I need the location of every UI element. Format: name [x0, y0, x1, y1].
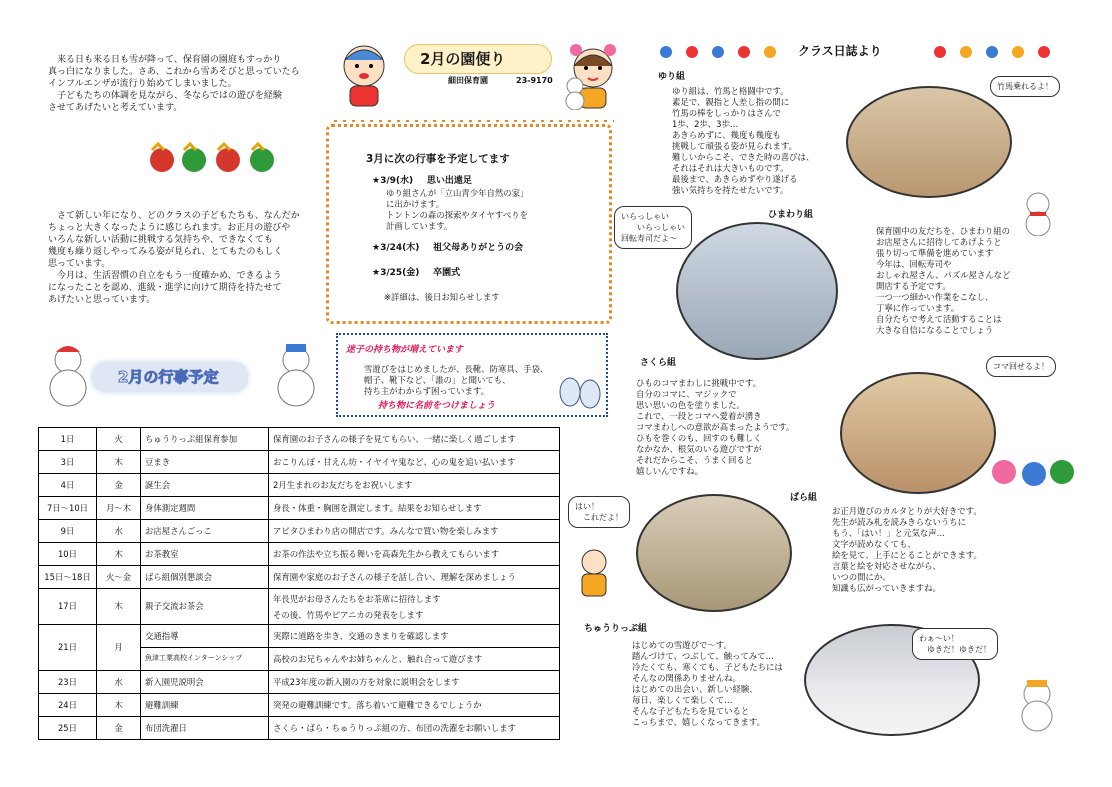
event-cell: お店屋さんごっこ [141, 520, 269, 543]
detail-cell: 保育園のお子さんの様子を見てもらい、一緒に楽しく過ごします [269, 428, 560, 451]
child-illustration [574, 546, 614, 602]
mitten-icon [556, 372, 602, 410]
event-date: ★3/9(水) [372, 176, 414, 186]
photo-bara-karuta [636, 494, 792, 612]
dow-cell: 木 [97, 589, 141, 625]
dow-cell: 木 [97, 451, 141, 474]
detail-cell: 実際に道路を歩き、交通のきまりを確認します [269, 625, 560, 648]
date-cell: 10日 [39, 543, 97, 566]
class-name-tulip: ちゅうりっぷ組 [584, 624, 648, 634]
photo-yuri-stilts [846, 86, 1012, 198]
event-cell: 身体測定週間 [141, 497, 269, 520]
detail-cell: 平成23年度の新入園の方を対象に説明会をします [269, 671, 560, 694]
detail-cell: 突発の避難訓練です。落ち着いて避難できるでしょうか [269, 694, 560, 717]
dow-cell: 月 [97, 625, 141, 671]
schedule-table [38, 427, 560, 740]
table-row [39, 566, 560, 589]
event-cell: ちゅうりっぷ組保育参加 [141, 428, 269, 451]
class-text-himawari: 保育園中の友だちを、ひまわり組の お店屋さんに招待してあげようと 張り切って準備を進めています 今年は、回転寿司や おしゃれ屋さん、パズル屋さんなど 開店する予定です。 一つ一つ細かい作業をこなし、 丁寧に作っています。 自分たちで考えて活動することは 大きな自信になることでしょう [876, 226, 1011, 335]
event-name: 卒園式 [433, 268, 461, 278]
dow-cell: 水 [97, 671, 141, 694]
dow-cell: 月～木 [97, 497, 141, 520]
date-cell: 24日 [39, 694, 97, 717]
date-cell: 4日 [39, 474, 97, 497]
table-row [39, 694, 560, 717]
snowman-icon [46, 340, 90, 410]
table-row [39, 428, 560, 451]
event-cell: 豆まき [141, 451, 269, 474]
schedule-title: 2月の行事予定 [118, 368, 219, 386]
date-cell: 1日 [39, 428, 97, 451]
class-name-himawari: ひまわり組 [768, 210, 814, 220]
notice-title: 迷子の持ち物が増えています [346, 345, 464, 355]
date-cell: 21日 [39, 625, 97, 671]
speech-bubble: いらっしゃい いらっしゃい 回転寿司だよ～ [614, 206, 692, 249]
detail-cell: 年長児がお母さんたちをお茶席に招待します その後、竹馬やピアニカの発表をします [269, 589, 560, 625]
oni-mask-icon [144, 140, 294, 176]
speech-bubble: 竹馬乗れるよ！ [990, 76, 1060, 97]
date-cell: 7日～10日 [39, 497, 97, 520]
detail-cell: 高校のお兄ちゃんやお姉ちゃんと、触れ合って遊びます [269, 648, 560, 671]
class-name-bara: ばら組 [790, 493, 818, 503]
class-name-sakura: さくら組 [640, 358, 677, 368]
speech-bubble: はい！ これだよ！ [568, 496, 630, 528]
oni-masks-decoration [144, 140, 294, 176]
event-name: 祖父母ありがとうの会 [433, 243, 524, 253]
events-heading: 3月に次の行事を予定してます [366, 153, 510, 165]
events-footnote: ※詳細は、後日お知らせします [384, 292, 500, 302]
dow-cell: 木 [97, 543, 141, 566]
table-row [39, 589, 560, 625]
event-cell: 交通指導 [141, 625, 269, 648]
speech-bubble: わぁ～い！ ゆきだ！ゆきだ！ [912, 628, 998, 660]
snowman-icon [560, 76, 590, 110]
date-cell: 25日 [39, 717, 97, 740]
detail-cell: アピタひまわり店の開店です。みんなで買い物を楽しみます [269, 520, 560, 543]
event-date: ★3/24(木) [372, 243, 420, 253]
event-cell: 親子交流お茶会 [141, 589, 269, 625]
dow-cell: 火～金 [97, 566, 141, 589]
detail-cell: 身長・体重・胸囲を測定します。結果をお知らせします [269, 497, 560, 520]
event-detail: ゆり組さんが「立山青少年自然の家」 に出かけます。 トントンの森の探索やタイヤすべりを 計画しています。 [386, 188, 529, 231]
children-snow-illustration [988, 452, 1078, 496]
intro-paragraph-1: 来る日も来る日も雪が降って、保育園の園庭もすっかり 真っ白になりました。さあ、これから雪あそびと思っていたら インフルエンザが流行り始めてしまいました。 子どもたちの体調を見ながら、冬ならではの遊びを経験 させてあげたいと考えています。 [48, 55, 300, 113]
notice-body: 雪遊びをはじめましたが、長靴、防寒具、手袋、 帽子、靴下など、「誰の」と聞いても、 持ち主がわからず困っています。 [364, 364, 549, 396]
dow-cell: 水 [97, 520, 141, 543]
event-cell: 新入園児説明会 [141, 671, 269, 694]
event-cell: ばら組個別懇談会 [141, 566, 269, 589]
photo-himawari-shop [676, 222, 838, 360]
dow-cell: 金 [97, 717, 141, 740]
event-item [372, 176, 472, 188]
intro-paragraph-2: さて新しい年になり、どのクラスの子どもたちも、なんだか ちょっと大きくなったように感じられます。お正月の遊びや いろんな新しい活動に挑戦する気持ちや、できなくても 幾度も繰り返しやってみる姿が見られ、とてもたのもしく 思っています。 今月は、生活習慣の自立をもう一度確かめ、できるよう になったことを認め、進級・進学に向けて期待を持たせて あげたいと思っています。 [48, 211, 300, 305]
dow-cell: 火 [97, 428, 141, 451]
class-text-bara: お正月遊びのカルタとりが大好きです。 先生が読み札を読みきらないうちに もう、「はい！」と元気な声… 文字が読めなくても、 絵を見て、上手にとることができます。 言葉と絵を対応させながら、 いつの間にか、 知識も広がっていきますね。 [832, 506, 982, 593]
table-row [39, 671, 560, 694]
event-cell: 布団洗濯日 [141, 717, 269, 740]
event-cell: お茶教室 [141, 543, 269, 566]
phone-number: 23-9170 [516, 76, 553, 85]
event-name: 思い出遠足 [426, 176, 472, 186]
table-row [39, 717, 560, 740]
class-text-tulip: はじめての雪遊びで～す。 踏んづけて、つぶして、触ってみて… 冷たくても、寒くても、子どもたちには そんなの関係ありませんね。 はじめての出会い、新しい経験、 毎日、楽しくて楽しくて… そんな子どもたちを見ていると こっちまで、嬉しくなってきます。 [632, 640, 783, 727]
detail-cell: 保育園や家庭のお子さんの様子を話し合い、理解を深めましょう [269, 566, 560, 589]
event-cell: 魚津工業高校インターンシップ [141, 648, 269, 671]
event-item [372, 243, 523, 255]
snowman-icon [1014, 676, 1060, 732]
event-cell: 避難訓練 [141, 694, 269, 717]
winter-decoration-left [656, 40, 788, 62]
detail-cell: お茶の作法や立ち振る舞いを高森先生から教えてもらいます [269, 543, 560, 566]
class-name-yuri: ゆり組 [658, 72, 686, 82]
date-cell: 9日 [39, 520, 97, 543]
page-title: 2月の園便り [420, 50, 506, 68]
class-text-yuri: ゆり組は、竹馬と格闘中です。 素足で、親指と人差し指の間に 竹馬の棒をしっかりはさんで 1歩、2歩、3歩… あきらめずに、幾度も幾度も 挑戦して頑張る姿が見られます。 難しいからこそ、できた時の喜びは、 それはそれは大きいものです。 最後まで、あきらめずやり遂げる 強い気持ちを持たせたいです。 [672, 86, 815, 195]
speech-bubble: コマ回せるよ！ [986, 356, 1056, 377]
date-cell: 17日 [39, 589, 97, 625]
snowman-icon [274, 340, 318, 410]
class-text-sakura: ひものコマまわしに挑戦中です。 自分のコマに、マジックで 思い思いの色を塗りました。 これで、一段とコマへ愛着が湧き コマまわしへの意欲が高まったようです。 ひもを巻くのも、回すのも難しく なかなか、根気のいる遊びですが それだからこそ、うまく回ると 嬉しいんですね。 [636, 378, 795, 476]
table-row [39, 520, 560, 543]
dow-cell: 金 [97, 474, 141, 497]
dow-cell: 木 [97, 694, 141, 717]
winter-decoration-right [930, 40, 1062, 62]
detail-cell: 2月生まれのお友だちをお祝いします [269, 474, 560, 497]
table-row [39, 543, 560, 566]
table-row [39, 474, 560, 497]
date-cell: 3日 [39, 451, 97, 474]
detail-cell: さくら・ばら・ちゅうりっぷ組の方、布団の洗濯をお願いします [269, 717, 560, 740]
snowman-icon [1018, 190, 1058, 236]
photo-sakura-top [840, 372, 996, 494]
event-item [372, 268, 460, 280]
date-cell: 23日 [39, 671, 97, 694]
detail-cell: おこりんぼ・甘えん坊・イヤイヤ鬼など、心の鬼を追い払います [269, 451, 560, 474]
boy-illustration [336, 40, 392, 110]
event-date: ★3/25(金) [372, 268, 420, 278]
table-row [39, 625, 560, 648]
table-row [39, 451, 560, 474]
event-cell: 誕生会 [141, 474, 269, 497]
notice-emphasis: 持ち物に名前をつけましょう [378, 401, 496, 411]
school-name: 細田保育園 [448, 76, 488, 85]
table-row [39, 497, 560, 520]
class-diary-title: クラス日誌より [798, 44, 882, 58]
date-cell: 15日～18日 [39, 566, 97, 589]
